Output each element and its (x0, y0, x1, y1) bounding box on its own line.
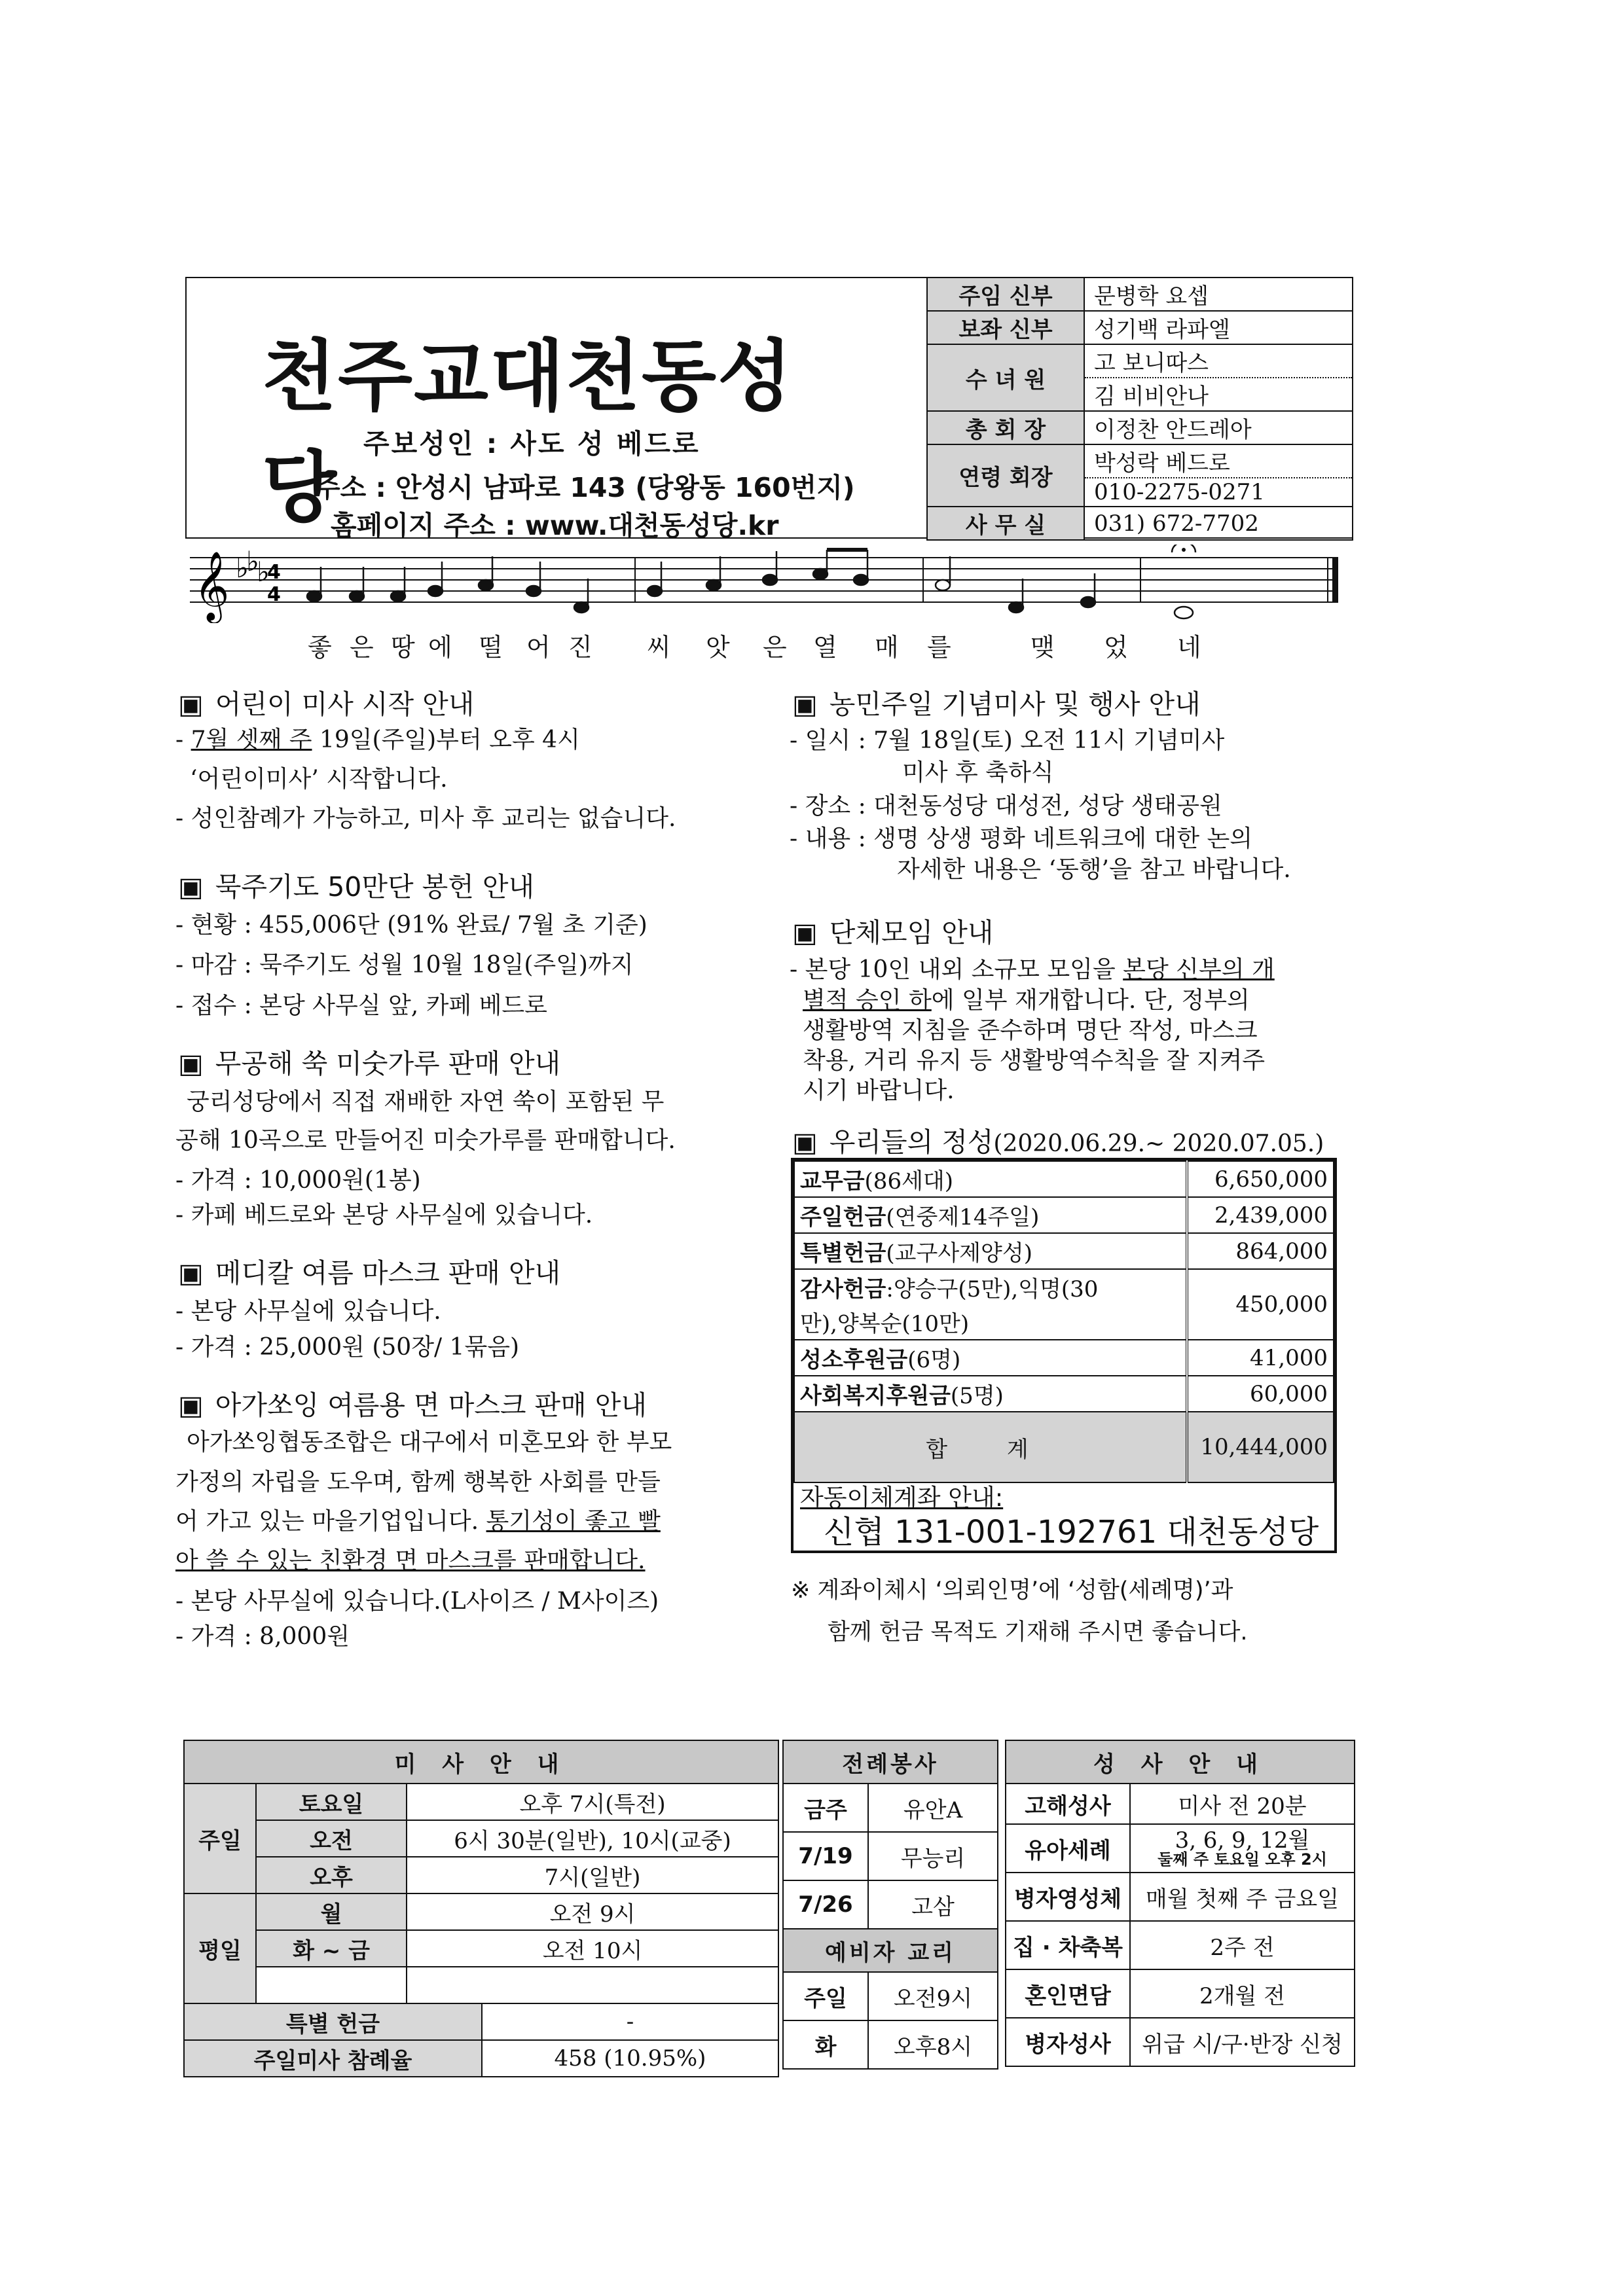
text-line: 어 가고 있는 마을기업입니다. 통기성이 좋고 빨 (175, 1508, 661, 1535)
sacrament-value: 미사 전 20분 (1130, 1784, 1355, 1824)
mass-day: 오전 (256, 1820, 407, 1857)
sacrament-label: 유아세례 (1006, 1824, 1130, 1873)
time-signature: 4 (267, 561, 281, 584)
flat-sign: ♭ (246, 545, 259, 577)
sacrament-label: 혼인면담 (1006, 1969, 1130, 2018)
text-line: ‘어린이미사’ 시작합니다. (190, 766, 448, 793)
catechism-time: 오후8시 (868, 2020, 998, 2069)
liturgy-group: 무능리 (868, 1832, 998, 1880)
mass-time: 오전 10시 (407, 1930, 778, 1967)
note-line: ※ 계좌이체시 ‘의뢰인명’에 ‘성함(세례명)’과 (791, 1577, 1233, 1604)
mass-time: 오전 9시 (407, 1893, 778, 1930)
mass-schedule-table (183, 1740, 779, 2077)
text-line: - 7월 셋째 주 19일(주일)부터 오후 4시 (175, 726, 580, 753)
mass-time: 6시 30분(일반), 10시(교중) (407, 1820, 778, 1857)
lyric: 좋 (308, 633, 332, 662)
mass-day: 토요일 (256, 1784, 407, 1820)
offering-amount: 2,439,000 (1187, 1197, 1334, 1233)
treble-clef: 𝄞 (194, 550, 230, 620)
square-bullet-icon: ▣ (178, 1257, 204, 1289)
text-line: - 마감 : 묵주기도 성월 10월 18일(주일)까지 (175, 952, 634, 978)
lyric: 은 (763, 633, 787, 662)
staff-name: 성기백 라파엘 (1084, 311, 1353, 344)
address: 주소 : 안성시 남파로 143 (당왕동 160번지) (314, 472, 855, 503)
text-line: 착용, 거리 유지 등 생활방역수칙을 잘 지켜주 (803, 1047, 1266, 1074)
catechism-day: 주일 (783, 1972, 868, 2020)
special-offering-label: 특별 헌금 (184, 2003, 482, 2040)
account-number: 신협 131-001-192761 대천동성당 (824, 1514, 1319, 1551)
staff-name: 박성락 베드로 (1084, 444, 1353, 478)
lyric: 진 (568, 633, 593, 662)
weekday-label: 평일 (184, 1893, 256, 2003)
homepage: 홈페이지 주소 : www.대천동성당.kr (331, 510, 779, 541)
text-line: 공해 10곡으로 만들어진 미숫가루를 판매합니다. (175, 1127, 676, 1154)
staff-name: 문병학 요셉 (1084, 278, 1353, 311)
offering-period: (2020.06.29.~ 2020.07.05.) (993, 1130, 1324, 1157)
catechism-title: 예비자 교리 (783, 1929, 998, 1972)
offering-label: 교무금(86세대) (794, 1161, 1187, 1197)
lyric: 떨 (479, 633, 503, 662)
section-groups (792, 911, 993, 950)
mass-time: 오후 7시(특전) (407, 1784, 778, 1820)
table-row (794, 1376, 1334, 1412)
lyric: 맺 (1030, 633, 1055, 662)
staff-label: 사 무 실 (927, 507, 1084, 540)
section-title: 농민주일 기념미사 및 행사 안내 (829, 689, 1201, 720)
offering-label: 사회복지후원금(5명) (794, 1376, 1187, 1412)
text-line: 아 쓸 수 있는 친환경 면 마스크를 판매합니다. (175, 1547, 646, 1574)
text-line: - 카페 베드로와 본당 사무실에 있습니다. (175, 1202, 593, 1229)
sacrament-label: 고해성사 (1006, 1784, 1130, 1824)
liturgy-title: 전례봉사 (783, 1740, 998, 1784)
mass-day: 월 (256, 1893, 407, 1930)
text-line: - 가격 : 8,000원 (175, 1623, 350, 1650)
offering-label: 만),양복순(10만) (794, 1304, 1187, 1340)
special-offering-value: - (482, 2003, 778, 2040)
mass-title: 미 사 안 내 (184, 1740, 778, 1784)
lyric: 에 (428, 633, 452, 662)
staff-label: 연령 회장 (927, 444, 1084, 507)
sunday-label: 주일 (184, 1784, 256, 1893)
offering-amount: 60,000 (1187, 1376, 1334, 1412)
offering-amount: 864,000 (1187, 1233, 1334, 1269)
table-row (794, 1269, 1334, 1304)
liturgy-date: 금주 (783, 1784, 868, 1832)
text-line: 생활방역 지침을 준수하며 명단 작성, 마스크 (803, 1017, 1258, 1044)
section-offering (792, 1121, 1324, 1159)
staff-name: 고 보니따스 (1084, 344, 1353, 378)
text-line: 궁리성당에서 직접 재배한 자연 쑥이 포함된 무 (187, 1088, 665, 1115)
section-title: 아가쏘잉 여름용 면 마스크 판매 안내 (215, 1390, 647, 1421)
sacraments-table (1005, 1740, 1355, 2067)
section-title: 메디칼 여름 마스크 판매 안내 (215, 1257, 561, 1289)
liturgy-table (782, 1740, 998, 2070)
attendance-label: 주일미사 참례율 (184, 2040, 482, 2077)
offering-amount: 450,000 (1187, 1269, 1334, 1340)
section-title: 묵주기도 50만단 봉헌 안내 (215, 871, 535, 903)
section-rosary (178, 865, 534, 904)
offering-amount: 6,650,000 (1187, 1161, 1334, 1197)
sacrament-label: 병자성사 (1006, 2018, 1130, 2066)
text-line: 미사 후 축하식 (902, 759, 1054, 786)
section-mugwort (178, 1042, 560, 1081)
section-farmers-sunday (792, 683, 1201, 721)
liturgy-date: 7/26 (783, 1880, 868, 1929)
section-medical-mask (178, 1251, 560, 1290)
text-line: - 장소 : 대천동성당 대성전, 성당 생태공원 (790, 793, 1222, 819)
sacrament-label: 집 · 차축복 (1006, 1921, 1130, 1969)
offering-label: 주일헌금(연중제14주일) (794, 1197, 1187, 1233)
offering-table (793, 1160, 1334, 1483)
lyric: 어 (526, 633, 551, 662)
staff-label: 수 녀 원 (927, 344, 1084, 411)
sacrament-value: 위급 시/구·반장 신청 (1130, 2018, 1355, 2066)
section-title: 무공해 쑥 미숫가루 판매 안내 (215, 1048, 561, 1079)
sacrament-value: 3, 6, 9, 12월 둘째 주 토요일 오후 2시 (1130, 1824, 1355, 1873)
lyric: 씨 (647, 633, 671, 662)
lyric: 앗 (706, 633, 730, 662)
offering-label: 특별헌금(교구사제양성) (794, 1233, 1187, 1269)
text-line: 아가쏘잉협동조합은 대구에서 미혼모와 한 부모 (187, 1429, 672, 1456)
staff-name: 김 비비안나 (1084, 378, 1353, 411)
staff-table (926, 277, 1353, 541)
liturgy-group: 유안A (868, 1784, 998, 1832)
offering-total: 10,444,000 (1187, 1412, 1334, 1482)
note-line: 함께 헌금 목적도 기재해 주시면 좋습니다. (828, 1619, 1248, 1645)
staff-name: 이정찬 안드레아 (1084, 411, 1353, 444)
church-name: 천주교대천동성당 (262, 331, 793, 533)
text-line: - 가격 : 10,000원(1봉) (175, 1167, 421, 1194)
liturgy-date: 7/19 (783, 1832, 868, 1880)
offering-total-label: 합 계 (794, 1412, 1187, 1482)
mass-time: 7시(일반) (407, 1857, 778, 1893)
square-bullet-icon: ▣ (178, 1048, 204, 1079)
section-title: 어린이 미사 시작 안내 (215, 689, 475, 720)
text-line: - 본당 사무실에 있습니다.(L사이즈 / M사이즈) (175, 1588, 659, 1615)
square-bullet-icon: ▣ (178, 871, 204, 903)
section-cotton-mask (178, 1384, 647, 1422)
lyric: 열 (813, 633, 837, 662)
staff-label: 보좌 신부 (927, 311, 1084, 344)
catechism-day: 화 (783, 2020, 868, 2069)
office-phone: 031) 672-7702 (1084, 507, 1353, 540)
lyric: 매 (875, 633, 899, 662)
lyric: 네 (1177, 633, 1201, 662)
table-row (794, 1412, 1334, 1482)
account-label: 자동이체계좌 안내: (800, 1484, 1004, 1512)
liturgy-group: 고삼 (868, 1880, 998, 1929)
text-line: - 본당 사무실에 있습니다. (175, 1298, 441, 1325)
staff-label: 총 회 장 (927, 411, 1084, 444)
lyric: 를 (927, 633, 951, 662)
text-line: - 가격 : 25,000원 (50장/ 1묶음) (175, 1334, 520, 1361)
sacrament-value: 2주 전 (1130, 1921, 1355, 1969)
text-line: 가정의 자립을 도우며, 함께 행복한 사회를 만들 (175, 1469, 661, 1496)
staff-label: 주임 신부 (927, 278, 1084, 311)
square-bullet-icon: ▣ (178, 689, 204, 720)
square-bullet-icon: ▣ (178, 1390, 204, 1421)
sacrament-value: 2개월 전 (1130, 1969, 1355, 2018)
time-signature: 4 (267, 583, 281, 606)
text-line: 시기 바랍니다. (803, 1077, 955, 1104)
empty-cell (407, 1967, 778, 2003)
attendance-value: 458 (10.95%) (482, 2040, 778, 2077)
staff-phone: 010-2275-0271 (1084, 478, 1353, 507)
text-line: 자세한 내용은 ‘동행’을 참고 바랍니다. (897, 856, 1291, 883)
text-line: - 성인참례가 가능하고, 미사 후 교리는 없습니다. (175, 805, 676, 832)
flat-sign: ♭ (236, 552, 249, 584)
table-row (794, 1197, 1334, 1233)
sacraments-title: 성 사 안 내 (1006, 1740, 1355, 1784)
text-line: - 접수 : 본당 사무실 앞, 카페 베드로 (175, 992, 547, 1019)
mass-day: 화 ~ 금 (256, 1930, 407, 1967)
empty-cell (256, 1967, 407, 2003)
square-bullet-icon: ▣ (792, 1126, 818, 1158)
mass-day: 오후 (256, 1857, 407, 1893)
offering-amount: 41,000 (1187, 1340, 1334, 1376)
square-bullet-icon: ▣ (792, 689, 818, 720)
sacrament-value: 매월 첫째 주 금요일 (1130, 1873, 1355, 1921)
patron-saint: 주보성인 : 사도 성 베드로 (363, 428, 701, 459)
square-bullet-icon: ▣ (792, 917, 818, 948)
text-line: - 내용 : 생명 상생 평화 네트워크에 대한 논의 (790, 825, 1253, 852)
text-line: - 본당 10인 내외 소규모 모임을 본당 신부의 개 (790, 956, 1275, 983)
catechism-time: 오전9시 (868, 1972, 998, 2020)
table-row (794, 1340, 1334, 1376)
lyric: 은 (350, 633, 374, 662)
section-title: 우리들의 정성 (829, 1126, 994, 1158)
table-row (794, 1233, 1334, 1269)
table-row (794, 1161, 1334, 1197)
lyric: 땅 (391, 633, 415, 662)
section-children-mass (178, 683, 474, 721)
section-title: 단체모임 안내 (829, 917, 994, 948)
text-line: 별적 승인 하에 일부 재개합니다. 단, 정부의 (803, 987, 1250, 1014)
offering-label: 감사헌금:양승구(5만),익명(30 (794, 1269, 1187, 1304)
flat-sign: ♭ (257, 556, 270, 588)
music-staff (190, 545, 1342, 623)
text-line: - 현황 : 455,006단 (91% 완료/ 7월 초 기준) (175, 912, 647, 939)
lyric: 었 (1104, 633, 1128, 662)
text-line: - 일시 : 7월 18일(토) 오전 11시 기념미사 (790, 727, 1225, 754)
offering-label: 성소후원금(6명) (794, 1340, 1187, 1376)
sacrament-label: 병자영성체 (1006, 1873, 1130, 1921)
